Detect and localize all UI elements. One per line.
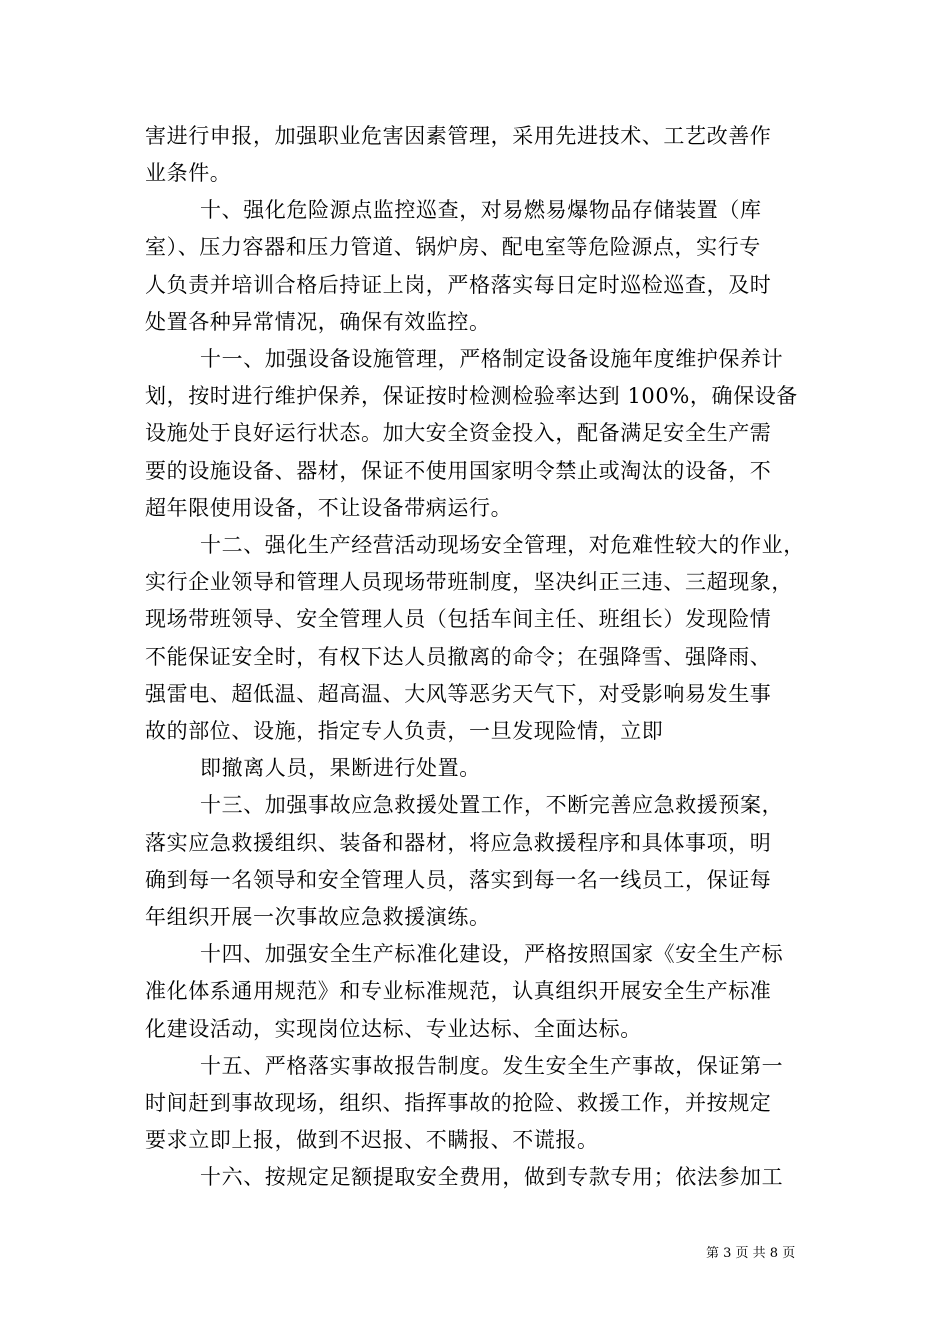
text-line: 十二、强化生产经营活动现场安全管理，对危难性较大的作业， [200, 533, 805, 557]
text-line: 强雷电、超低温、超高温、大风等恶劣天气下，对受影响易发生事 [145, 682, 772, 706]
text-line: 不能保证安全时，有权下达人员撤离的命令；在强降雪、强降雨、 [145, 645, 772, 669]
text-line: 落实应急救援组织、装备和器材，将应急救援程序和具体事项，明 [145, 831, 772, 855]
text-line: 实行企业领导和管理人员现场带班制度，坚决纠正三违、三超现象， [145, 570, 793, 594]
text-line: 室）、压力容器和压力管道、锅炉房、配电室等危险源点，实行专 [145, 235, 761, 259]
text-line: 要的设施设备、器材，保证不使用国家明令禁止或淘汰的设备，不 [145, 459, 772, 483]
text-line: 即撤离人员，果断进行处置。 [200, 756, 481, 780]
text-line: 超年限使用设备，不让设备带病运行。 [145, 496, 513, 520]
text-line: 十五、严格落实事故报告制度。发生安全生产事故，保证第一 [200, 1054, 784, 1078]
text-line: 设施处于良好运行状态。加大安全资金投入，配备满足安全生产需 [145, 421, 772, 445]
text-line: 准化体系通用规范》和专业标准规范，认真组织开展安全生产标准 [145, 979, 772, 1003]
text-line: 害进行申报，加强职业危害因素管理，采用先进技术、工艺改善作 [145, 124, 772, 148]
text-line: 现场带班领导、安全管理人员（包括车间主任、班组长）发现险情 [145, 607, 772, 631]
text-line: 年组织开展一次事故应急救援演练。 [145, 905, 491, 929]
text-line: 时间赶到事故现场，组织、指挥事故的抢险、救援工作，并按规定 [145, 1091, 772, 1115]
text-line: 十四、加强安全生产标准化建设，严格按照国家《安全生产标 [200, 942, 784, 966]
text-line: 十三、加强事故应急救援处置工作，不断完善应急救援预案， [200, 793, 784, 817]
text-line: 确到每一名领导和安全管理人员，落实到每一名一线员工，保证每 [145, 868, 772, 892]
text-line: 业条件。 [145, 161, 232, 185]
text-line: 十一、加强设备设施管理，严格制定设备设施年度维护保养计 [200, 347, 784, 371]
text-line: 人负责并培训合格后持证上岗，严格落实每日定时巡检巡查，及时 [145, 273, 772, 297]
text-line: 划，按时进行维护保养，保证按时检测检验率达到 100%，确保设备 [145, 384, 798, 408]
text-line: 十六、按规定足额提取安全费用，做到专款专用；依法参加工 [200, 1165, 784, 1189]
page-number: 第 3 页 共 8 页 [706, 1246, 796, 1261]
text-line: 故的部位、设施，指定专人负责，一旦发现险情，立即 [145, 719, 664, 743]
text-line: 处置各种异常情况，确保有效监控。 [145, 310, 491, 334]
text-line: 十、强化危险源点监控巡查，对易燃易爆物品存储装置（库 [200, 198, 762, 222]
text-line: 化建设活动，实现岗位达标、专业达标、全面达标。 [145, 1017, 642, 1041]
text-line: 要求立即上报，做到不迟报、不瞒报、不谎报。 [145, 1128, 599, 1152]
